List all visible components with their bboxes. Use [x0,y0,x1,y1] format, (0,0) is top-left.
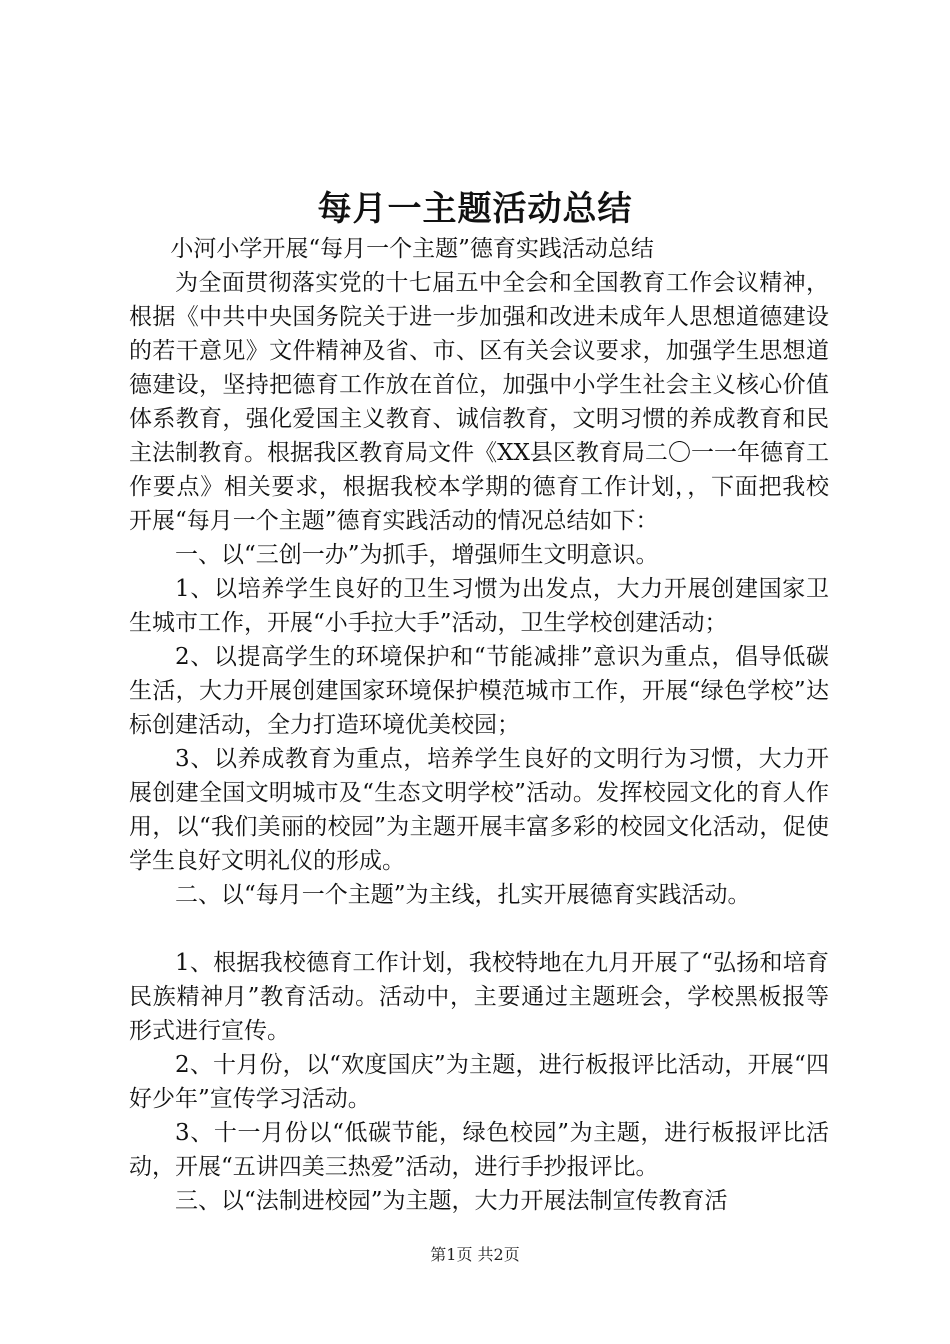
section-heading-2: 二、以“每月一个主题”为主线，扎实开展德育实践活动。 [175,882,751,908]
paragraph-2-3: 3、十一月份以“低碳节能，绿色校园”为主题，进行板报评比活动，开展“五讲四美三热爱”活动，进行手抄报评比。 [129,1120,829,1180]
paragraph-intro: 为全面贯彻落实党的十七届五中全会和全国教育工作会议精神，根据《中共中央国务院关于进一步加强和改进未成年人思想道德建设的若干意见》文件精神及省、市、区有关会议要求，加强学生思想道德建设，坚持把德育工作放在首位，加强中小学生社会主义核心价值体系教育，强化爱国主义教育、诚信教育，文明习惯的养成教育和民主法制教育。根据我区教育局文件《XX县区教育局二〇一一年德育工作要点》相关要求，根据我校本学期的德育工作计划，，下面把我校开展“每月一个主题”德育实践活动的情况总结如下： [129,270,829,534]
paragraph-1-3: 3、以养成教育为重点，培养学生良好的文明行为习惯，大力开展创建全国文明城市及“生态文明学校”活动。发挥校园文化的育人作用，以“我们美丽的校园”为主题开展丰富多彩的校园文化活动，促使学生良好文明礼仪的形成。 [129,746,829,874]
document-title: 每月一主题活动总结 [317,189,633,229]
paragraph-2-2: 2、十月份，以“欢度国庆”为主题，进行板报评比活动，开展“四好少年”宣传学习活动。 [129,1052,829,1112]
section-heading-1: 一、以“三创一办”为抓手，增强师生文明意识。 [175,542,659,568]
paragraph-2-1: 1、根据我校德育工作计划，我校特地在九月开展了“弘扬和培育民族精神月”教育活动。活动中，主要通过主题班会，学校黑板报等形式进行宣传。 [129,950,829,1044]
paragraph-1-1: 1、以培养学生良好的卫生习惯为出发点，大力开展创建国家卫生城市工作，开展“小手拉大手”活动，卫生学校创建活动； [129,576,829,636]
document-body [129,232,829,1218]
paragraph-1-2: 2、以提高学生的环境保护和“节能减排”意识为重点，倡导低碳生活，大力开展创建国家环境保护模范城市工作，开展“绿色学校”达标创建活动，全力打造环境优美校园； [129,644,829,738]
section-heading-3: 三、以“法制进校园”为主题，大力开展法制宣传教育活 [175,1188,728,1214]
page-number: 第1页 共2页 [430,1245,520,1264]
document-subtitle: 小河小学开展“每月一个主题”德育实践活动总结 [170,236,654,262]
